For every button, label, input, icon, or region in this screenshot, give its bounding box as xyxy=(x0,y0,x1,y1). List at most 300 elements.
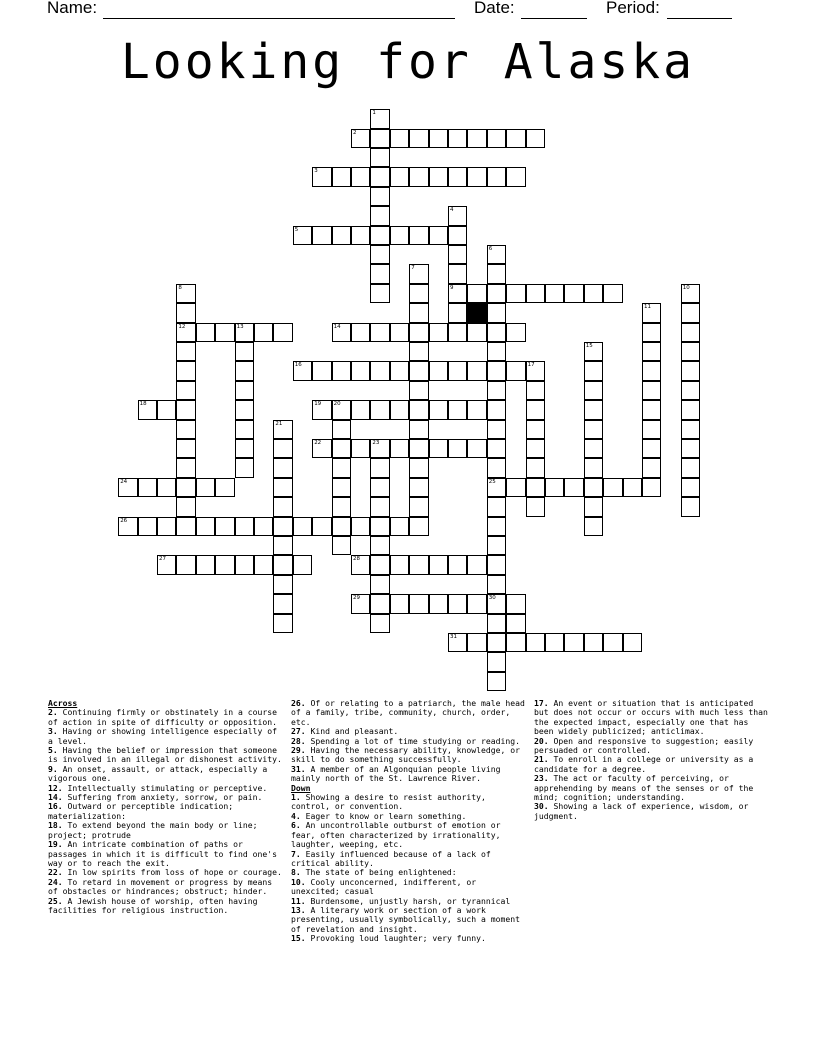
grid-cell[interactable] xyxy=(564,284,583,303)
grid-cell[interactable] xyxy=(332,478,351,497)
grid-cell[interactable] xyxy=(448,129,467,148)
grid-cell[interactable] xyxy=(681,478,700,497)
grid-cell[interactable] xyxy=(370,167,389,186)
grid-cell[interactable] xyxy=(448,323,467,342)
grid-cell[interactable] xyxy=(467,323,486,342)
grid-cell[interactable] xyxy=(215,555,234,574)
grid-cell[interactable] xyxy=(370,536,389,555)
grid-cell[interactable] xyxy=(370,517,389,536)
grid-cell[interactable] xyxy=(273,594,292,613)
grid-cell[interactable] xyxy=(409,381,428,400)
grid-cell[interactable] xyxy=(196,517,215,536)
grid-cell[interactable] xyxy=(487,672,506,691)
clue-text: Having the belief or impression that someone is involved in an illegal or dishonest activity. xyxy=(48,745,282,765)
grid-cell[interactable] xyxy=(409,323,428,342)
grid-cell[interactable] xyxy=(429,323,448,342)
grid-cell[interactable] xyxy=(448,303,467,322)
grid-cell[interactable] xyxy=(351,226,370,245)
grid-cell[interactable] xyxy=(390,129,409,148)
grid-cell[interactable] xyxy=(642,400,661,419)
grid-cell[interactable] xyxy=(138,400,157,419)
grid-cell[interactable] xyxy=(642,439,661,458)
across-clue-list-part-2 xyxy=(291,699,527,784)
grid-cell[interactable] xyxy=(506,478,525,497)
grid-cell[interactable] xyxy=(273,439,292,458)
grid-cell[interactable] xyxy=(370,555,389,574)
grid-cell[interactable] xyxy=(429,167,448,186)
clue-number-label: 26. xyxy=(291,698,306,708)
grid-cell[interactable] xyxy=(603,284,622,303)
grid-cell[interactable] xyxy=(584,458,603,477)
clues-column-3 xyxy=(534,699,770,821)
grid-cell[interactable] xyxy=(370,478,389,497)
grid-cell[interactable] xyxy=(176,323,195,342)
clue-number-label: 11. xyxy=(291,895,306,906)
clue-number-label: 6. xyxy=(291,820,301,831)
grid-cell[interactable] xyxy=(312,167,331,186)
grid-cell[interactable] xyxy=(642,361,661,380)
grid-cell[interactable] xyxy=(273,555,292,574)
grid-cell[interactable] xyxy=(157,555,176,574)
grid-cell[interactable] xyxy=(467,594,486,613)
down-clue xyxy=(534,774,770,802)
grid-cell[interactable] xyxy=(545,633,564,652)
grid-cell[interactable] xyxy=(487,284,506,303)
grid-cell[interactable] xyxy=(370,284,389,303)
grid-cell[interactable] xyxy=(332,323,351,342)
grid-cell[interactable] xyxy=(681,439,700,458)
grid-cell[interactable] xyxy=(351,439,370,458)
clue-number: 17 xyxy=(527,362,535,369)
grid-cell[interactable] xyxy=(273,478,292,497)
grid-cell[interactable] xyxy=(138,478,157,497)
grid-cell[interactable] xyxy=(273,497,292,516)
grid-cell[interactable] xyxy=(448,284,467,303)
grid-cell[interactable] xyxy=(526,129,545,148)
grid-cell[interactable] xyxy=(487,614,506,633)
grid-cell[interactable] xyxy=(681,342,700,361)
grid-cell[interactable] xyxy=(176,342,195,361)
grid-cell[interactable] xyxy=(584,478,603,497)
clue-text: An uncontrollable outburst of emotion or fear, often characterized by irrationality, laughter, weeping, etc. xyxy=(291,820,501,850)
grid-cell[interactable] xyxy=(584,381,603,400)
grid-cell[interactable] xyxy=(545,284,564,303)
clue-number-label: 9. xyxy=(48,763,58,774)
grid-cell[interactable] xyxy=(487,497,506,516)
grid-cell[interactable] xyxy=(487,478,506,497)
grid-cell[interactable] xyxy=(467,633,486,652)
grid-cell[interactable] xyxy=(332,439,351,458)
grid-cell[interactable] xyxy=(681,284,700,303)
grid-cell[interactable] xyxy=(351,400,370,419)
grid-cell[interactable] xyxy=(215,323,234,342)
grid-cell[interactable] xyxy=(584,497,603,516)
grid-cell[interactable] xyxy=(487,129,506,148)
grid-cell[interactable] xyxy=(467,400,486,419)
grid-cell[interactable] xyxy=(487,167,506,186)
grid-cell[interactable] xyxy=(390,323,409,342)
grid-cell[interactable] xyxy=(176,400,195,419)
grid-cell[interactable] xyxy=(370,400,389,419)
grid-cell[interactable] xyxy=(642,303,661,322)
grid-cell[interactable] xyxy=(487,245,506,264)
grid-cell[interactable] xyxy=(448,439,467,458)
grid-cell[interactable] xyxy=(273,420,292,439)
clue-number-label: 19. xyxy=(48,839,63,850)
grid-cell[interactable] xyxy=(642,381,661,400)
grid-cell[interactable] xyxy=(603,478,622,497)
grid-cell[interactable] xyxy=(370,206,389,225)
grid-cell[interactable] xyxy=(235,323,254,342)
grid-cell[interactable] xyxy=(429,439,448,458)
grid-cell[interactable] xyxy=(176,517,195,536)
grid-cell[interactable] xyxy=(332,458,351,477)
grid-cell[interactable] xyxy=(215,517,234,536)
clue-text: Suffering from anxiety, sorrow, or pain. xyxy=(62,792,263,803)
grid-cell[interactable] xyxy=(681,458,700,477)
grid-cell[interactable] xyxy=(332,420,351,439)
clue-number-label: 4. xyxy=(291,810,301,821)
grid-cell[interactable] xyxy=(351,517,370,536)
grid-cell[interactable] xyxy=(390,400,409,419)
clue-number: 14 xyxy=(333,323,341,330)
grid-cell[interactable] xyxy=(370,129,389,148)
grid-cell[interactable] xyxy=(642,478,661,497)
grid-cell[interactable] xyxy=(351,129,370,148)
grid-cell[interactable] xyxy=(681,497,700,516)
grid-cell[interactable] xyxy=(526,420,545,439)
grid-cell[interactable] xyxy=(429,361,448,380)
grid-cell[interactable] xyxy=(526,361,545,380)
clue-number-label: 29. xyxy=(291,745,306,756)
grid-cell[interactable] xyxy=(176,497,195,516)
grid-cell[interactable] xyxy=(351,594,370,613)
clue-number: 22 xyxy=(314,440,322,446)
grid-cell[interactable] xyxy=(351,167,370,186)
down-clue-list-part-2 xyxy=(534,699,770,821)
grid-cell[interactable] xyxy=(429,400,448,419)
grid-cell[interactable] xyxy=(584,633,603,652)
grid-cell[interactable] xyxy=(235,400,254,419)
grid-cell[interactable] xyxy=(157,400,176,419)
grid-cell[interactable] xyxy=(429,129,448,148)
grid-cell[interactable] xyxy=(409,439,428,458)
puzzle-title: Looking for Alaska xyxy=(120,34,696,90)
grid-cell[interactable] xyxy=(467,129,486,148)
grid-cell[interactable] xyxy=(623,478,642,497)
grid-cell[interactable] xyxy=(409,342,428,361)
grid-cell[interactable] xyxy=(642,420,661,439)
grid-cell[interactable] xyxy=(370,187,389,206)
down-clue xyxy=(291,793,527,812)
grid-cell[interactable] xyxy=(448,594,467,613)
grid-cell[interactable] xyxy=(487,652,506,671)
grid-cell[interactable] xyxy=(332,400,351,419)
grid-cell[interactable] xyxy=(176,361,195,380)
grid-cell[interactable] xyxy=(370,245,389,264)
grid-cell[interactable] xyxy=(526,458,545,477)
grid-cell[interactable] xyxy=(370,594,389,613)
grid-cell[interactable] xyxy=(409,497,428,516)
grid-cell[interactable] xyxy=(196,323,215,342)
grid-cell[interactable] xyxy=(467,361,486,380)
grid-cell[interactable] xyxy=(487,342,506,361)
grid-cell[interactable] xyxy=(196,478,215,497)
grid-cell[interactable] xyxy=(176,284,195,303)
grid-cell[interactable] xyxy=(429,226,448,245)
grid-cell[interactable] xyxy=(332,167,351,186)
grid-cell[interactable] xyxy=(138,517,157,536)
grid-cell[interactable] xyxy=(351,361,370,380)
grid-cell[interactable] xyxy=(370,148,389,167)
grid-cell[interactable] xyxy=(273,575,292,594)
grid-cell[interactable] xyxy=(390,555,409,574)
grid-cell[interactable] xyxy=(332,226,351,245)
grid-cell[interactable] xyxy=(235,439,254,458)
clue-number-label: 17. xyxy=(534,698,549,708)
grid-cell[interactable] xyxy=(526,633,545,652)
grid-cell[interactable] xyxy=(681,361,700,380)
grid-cell[interactable] xyxy=(448,361,467,380)
grid-cell[interactable] xyxy=(564,478,583,497)
grid-cell[interactable] xyxy=(526,284,545,303)
grid-cell[interactable] xyxy=(487,439,506,458)
grid-cell[interactable] xyxy=(273,517,292,536)
grid-cell[interactable] xyxy=(312,400,331,419)
grid-cell[interactable] xyxy=(176,381,195,400)
grid-cell[interactable] xyxy=(448,633,467,652)
grid-cell[interactable] xyxy=(429,555,448,574)
grid-cell[interactable] xyxy=(118,478,137,497)
grid-cell[interactable] xyxy=(235,381,254,400)
grid-cell[interactable] xyxy=(293,517,312,536)
grid-cell[interactable] xyxy=(603,633,622,652)
grid-cell[interactable] xyxy=(487,420,506,439)
grid-cell[interactable] xyxy=(273,536,292,555)
grid-cell[interactable] xyxy=(118,517,137,536)
grid-cell[interactable] xyxy=(526,497,545,516)
grid-cell[interactable] xyxy=(332,517,351,536)
grid-cell[interactable] xyxy=(584,517,603,536)
grid-cell[interactable] xyxy=(351,555,370,574)
grid-cell[interactable] xyxy=(409,303,428,322)
grid-cell[interactable] xyxy=(642,323,661,342)
grid-cell[interactable] xyxy=(312,361,331,380)
grid-cell[interactable] xyxy=(467,555,486,574)
across-clue xyxy=(291,765,527,784)
grid-cell[interactable] xyxy=(448,167,467,186)
grid-cell[interactable] xyxy=(467,167,486,186)
clue-number: 16 xyxy=(294,362,302,369)
grid-cell[interactable] xyxy=(429,594,448,613)
grid-cell[interactable] xyxy=(506,323,525,342)
grid-cell[interactable] xyxy=(467,439,486,458)
clue-number-label: 31. xyxy=(291,763,306,774)
grid-cell[interactable] xyxy=(215,478,234,497)
grid-cell[interactable] xyxy=(390,167,409,186)
across-clue xyxy=(48,727,283,746)
grid-cell[interactable] xyxy=(235,517,254,536)
across-clue xyxy=(291,746,527,765)
grid-cell[interactable] xyxy=(623,633,642,652)
grid-cell[interactable] xyxy=(370,614,389,633)
grid-cell[interactable] xyxy=(176,478,195,497)
clue-number-label: 7. xyxy=(291,848,301,859)
grid-cell[interactable] xyxy=(448,555,467,574)
grid-cell[interactable] xyxy=(487,381,506,400)
grid-cell[interactable] xyxy=(409,555,428,574)
grid-cell[interactable] xyxy=(390,517,409,536)
grid-cell[interactable] xyxy=(390,361,409,380)
grid-cell[interactable] xyxy=(235,361,254,380)
grid-cell[interactable] xyxy=(487,264,506,283)
grid-cell[interactable] xyxy=(235,420,254,439)
clue-number-label: 12. xyxy=(48,782,63,793)
clue-text: Kind and pleasant. xyxy=(305,726,399,737)
grid-cell[interactable] xyxy=(448,206,467,225)
grid-cell[interactable] xyxy=(254,555,273,574)
grid-cell[interactable] xyxy=(448,400,467,419)
clue-number: 18 xyxy=(139,401,147,408)
grid-cell[interactable] xyxy=(487,536,506,555)
grid-cell[interactable] xyxy=(254,517,273,536)
grid-cell[interactable] xyxy=(332,536,351,555)
grid-cell[interactable] xyxy=(545,478,564,497)
grid-cell[interactable] xyxy=(409,129,428,148)
grid-cell[interactable] xyxy=(293,226,312,245)
grid-cell[interactable] xyxy=(487,594,506,613)
grid-cell[interactable] xyxy=(681,303,700,322)
grid-cell[interactable] xyxy=(293,555,312,574)
grid-cell[interactable] xyxy=(506,594,525,613)
grid-cell[interactable] xyxy=(409,458,428,477)
clue-text: Showing a lack of experience, wisdom, or judgment. xyxy=(534,801,749,821)
grid-cell[interactable] xyxy=(370,226,389,245)
grid-cell[interactable] xyxy=(487,400,506,419)
grid-cell[interactable] xyxy=(370,264,389,283)
grid-cell[interactable] xyxy=(254,323,273,342)
grid-cell[interactable] xyxy=(564,633,583,652)
grid-cell[interactable] xyxy=(487,361,506,380)
grid-cell[interactable] xyxy=(332,361,351,380)
grid-cell[interactable] xyxy=(681,381,700,400)
grid-cell[interactable] xyxy=(506,614,525,633)
grid-cell[interactable] xyxy=(332,497,351,516)
grid-cell[interactable] xyxy=(409,594,428,613)
grid-cell[interactable] xyxy=(681,420,700,439)
grid-cell[interactable] xyxy=(409,478,428,497)
grid-cell[interactable] xyxy=(273,458,292,477)
grid-cell[interactable] xyxy=(390,594,409,613)
grid-cell[interactable] xyxy=(642,342,661,361)
clue-number: 6 xyxy=(488,246,493,252)
grid-cell[interactable] xyxy=(584,439,603,458)
grid-cell[interactable] xyxy=(176,458,195,477)
grid-cell[interactable] xyxy=(390,439,409,458)
grid-cell[interactable] xyxy=(467,284,486,303)
grid-cell[interactable] xyxy=(293,361,312,380)
grid-cell[interactable] xyxy=(390,226,409,245)
grid-cell[interactable] xyxy=(506,129,525,148)
grid-cell[interactable] xyxy=(448,264,467,283)
grid-cell[interactable] xyxy=(157,478,176,497)
grid-cell[interactable] xyxy=(487,323,506,342)
grid-cell[interactable] xyxy=(584,342,603,361)
down-clue xyxy=(291,934,527,943)
grid-cell[interactable] xyxy=(196,555,215,574)
grid-cell[interactable] xyxy=(526,381,545,400)
grid-cell[interactable] xyxy=(312,226,331,245)
down-clue xyxy=(291,906,527,934)
grid-cell[interactable] xyxy=(409,264,428,283)
grid-cell[interactable] xyxy=(370,575,389,594)
grid-cell[interactable] xyxy=(409,284,428,303)
grid-cell[interactable] xyxy=(642,458,661,477)
grid-cell[interactable] xyxy=(370,323,389,342)
grid-cell[interactable] xyxy=(370,458,389,477)
grid-cell[interactable] xyxy=(487,633,506,652)
grid-cell[interactable] xyxy=(157,517,176,536)
grid-cell[interactable] xyxy=(409,517,428,536)
grid-cell[interactable] xyxy=(584,400,603,419)
grid-cell[interactable] xyxy=(487,575,506,594)
grid-cell[interactable] xyxy=(370,497,389,516)
clue-number-label: 10. xyxy=(291,876,306,887)
grid-cell[interactable] xyxy=(176,555,195,574)
grid-cell[interactable] xyxy=(409,420,428,439)
grid-cell[interactable] xyxy=(584,420,603,439)
grid-cell[interactable] xyxy=(409,361,428,380)
grid-cell[interactable] xyxy=(351,323,370,342)
grid-cell[interactable] xyxy=(506,167,525,186)
grid-cell[interactable] xyxy=(584,284,603,303)
grid-cell[interactable] xyxy=(176,420,195,439)
grid-cell[interactable] xyxy=(409,167,428,186)
grid-cell[interactable] xyxy=(584,361,603,380)
grid-cell[interactable] xyxy=(506,633,525,652)
grid-cell[interactable] xyxy=(506,361,525,380)
grid-cell[interactable] xyxy=(487,458,506,477)
grid-cell[interactable] xyxy=(312,517,331,536)
grid-cell[interactable] xyxy=(681,323,700,342)
grid-cell[interactable] xyxy=(487,555,506,574)
grid-cell[interactable] xyxy=(526,478,545,497)
clue-number: 28 xyxy=(353,556,360,563)
grid-cell[interactable] xyxy=(370,109,389,128)
grid-cell[interactable] xyxy=(235,458,254,477)
grid-cell[interactable] xyxy=(409,400,428,419)
grid-cell[interactable] xyxy=(526,439,545,458)
name-label: Name: xyxy=(47,0,98,17)
grid-cell[interactable] xyxy=(235,555,254,574)
grid-cell[interactable] xyxy=(370,439,389,458)
grid-cell[interactable] xyxy=(681,400,700,419)
grid-cell[interactable] xyxy=(312,439,331,458)
grid-cell[interactable] xyxy=(487,303,506,322)
grid-cell[interactable] xyxy=(487,517,506,536)
grid-cell[interactable] xyxy=(409,226,428,245)
grid-cell[interactable] xyxy=(176,439,195,458)
grid-cell[interactable] xyxy=(235,342,254,361)
grid-cell[interactable] xyxy=(273,323,292,342)
grid-cell[interactable] xyxy=(506,284,525,303)
grid-cell[interactable] xyxy=(526,400,545,419)
grid-cell[interactable] xyxy=(176,303,195,322)
grid-cell[interactable] xyxy=(273,614,292,633)
grid-cell[interactable] xyxy=(448,245,467,264)
grid-cell[interactable] xyxy=(370,361,389,380)
grid-cell[interactable] xyxy=(448,226,467,245)
